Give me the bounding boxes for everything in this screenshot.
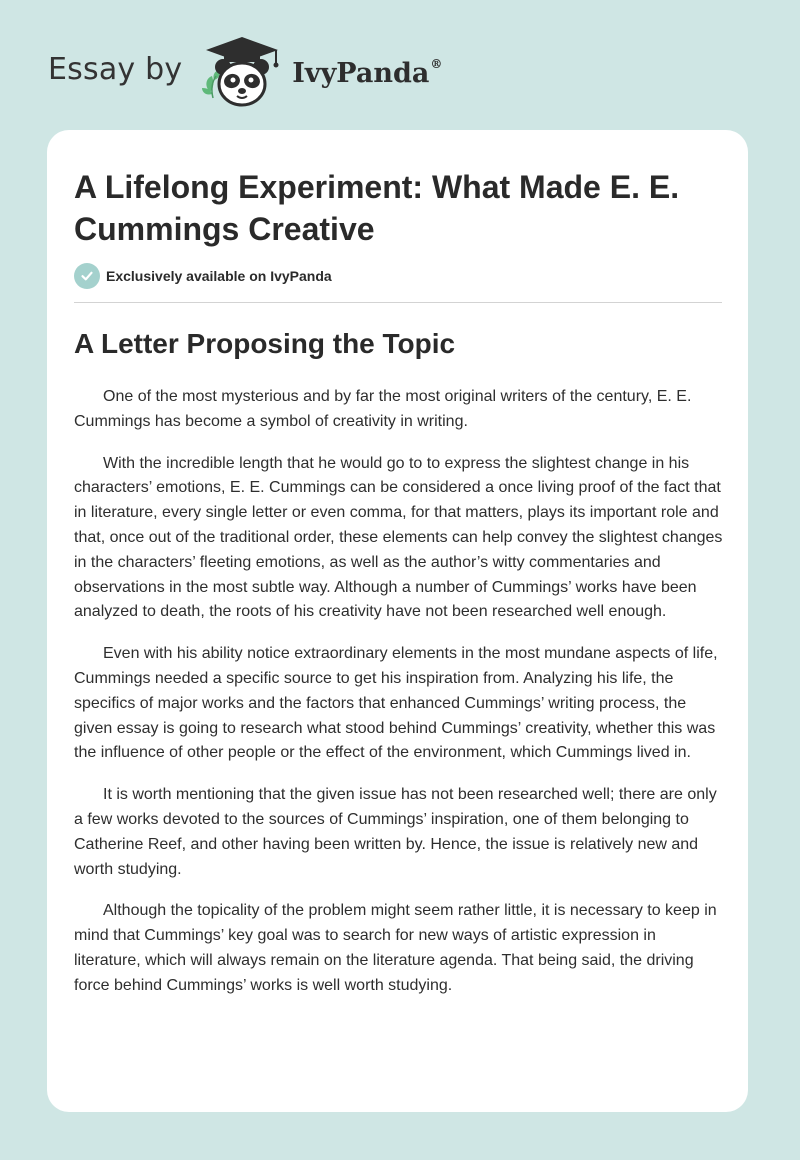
logo-brand <box>292 57 442 89</box>
paragraph: With the incredible length that he would go to to express the slightest change in his characters’ emotions, E. E. Cummings can be considered a once living proof of the fact that in literature, every single letter or even comma, for that matters, plays its important role and that, once out of the traditional order, these elements can help convey the slightest changes in the characters’ fleeting emotions, as well as the author’s witty commentaries and observations in the most subtle way. Although a number of Cummings’ works have been analyzed to death, the roots of his creativity have not been researched well enough. <box>74 454 723 621</box>
panda-graduate-icon <box>196 34 288 108</box>
exclusive-badge-text: Exclusively available on IvyPanda <box>106 268 332 284</box>
paragraph: Although the topicality of the problem might seem rather little, it is necessary to keep in mind that Cummings’ key goal was to search for new ways of artistic expression in literature, which will always remain on the literature agenda. That being said, the driving force behind Cummings’ works is well worth studying. <box>74 902 717 994</box>
essay-body <box>74 385 726 1016</box>
essay-title: A Lifelong Experiment: What Made E. E. Cummings Creative <box>74 169 680 247</box>
registered-mark: ® <box>430 57 443 71</box>
logo-prefix: Essay by <box>48 51 183 87</box>
exclusive-badge <box>74 263 332 289</box>
site-logo[interactable] <box>48 34 442 108</box>
logo-brand-text: IvyPanda <box>292 58 430 89</box>
checkmark-icon <box>74 263 100 289</box>
paragraph: It is worth mentioning that the given issue has not been researched well; there are only a few works devoted to the sources of Cummings’ inspiration, one of them belonging to Catherine Reef, and other having been written by. Hence, the issue is relatively new and worth studying. <box>74 786 717 878</box>
essay-card <box>47 130 748 1112</box>
section-heading: A Letter Proposing the Topic <box>74 328 456 359</box>
paragraph: One of the most mysterious and by far the most original writers of the century, E. E. Cummings has become a symbol of creativity in writing. <box>74 388 692 430</box>
paragraph: Even with his ability notice extraordinary elements in the most mundane aspects of life, Cummings needed a specific source to get his inspiration from. Analyzing his life, the specifics of major works and the factors that enhanced Cummings’ writing process, the given essay is going to research what stood behind Cummings’ creativity, whether this was the influence of other people or the effect of the environment, which Cummings lived in. <box>74 645 718 762</box>
title-divider <box>74 302 722 303</box>
